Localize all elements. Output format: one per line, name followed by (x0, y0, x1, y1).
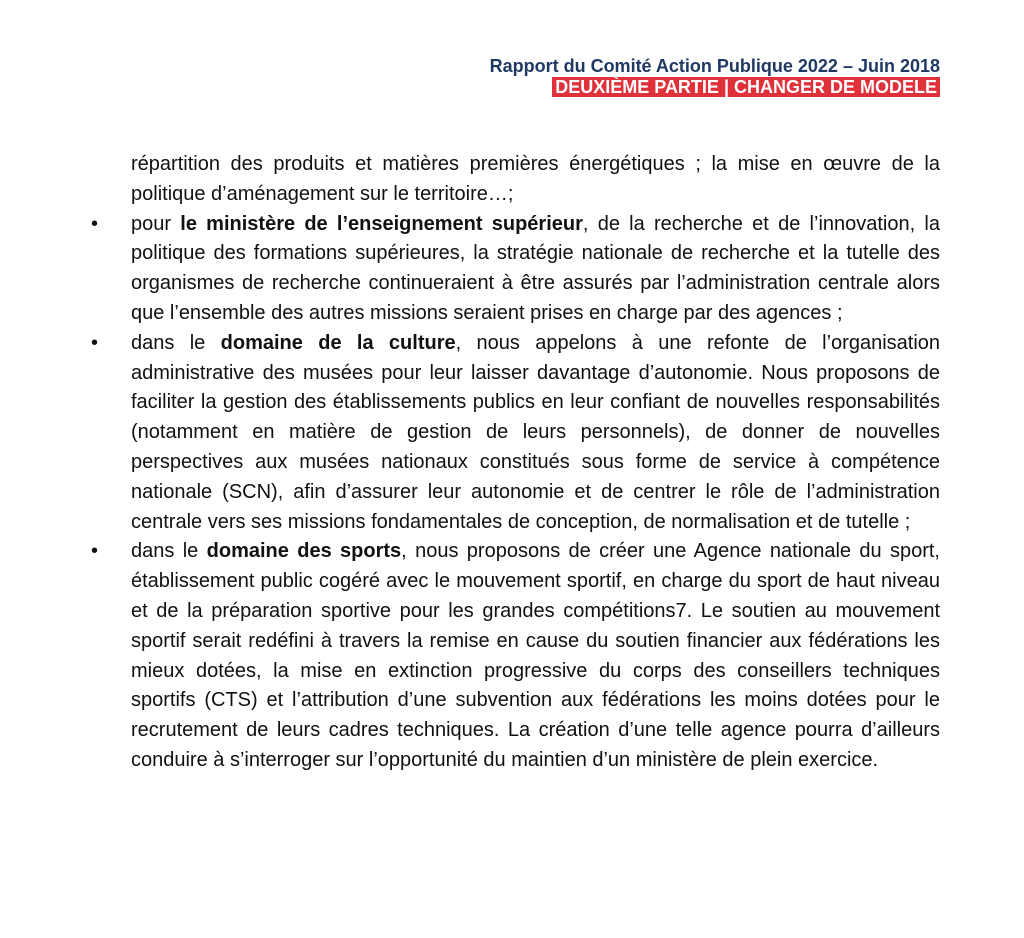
document-body (91, 150, 941, 776)
item-text-bold: domaine de la culture (220, 331, 456, 354)
item-text-after: , nous appelons à une refonte de l’organisation administrative des musées pour leur laisser davantage d’autonomie. Nous proposons de faciliter la gestion des établissements publics en leur confiant de nouvelles responsabilités (notamment en matière de gestion de leurs personnels), de donner de nouvelles perspectives aux musées nationaux constitués sous forme de service à compétence nationale (SCN), afin d’assurer leur autonomie et de centrer le rôle de l’administration centrale vers ses missions fondamentales de conception, de normalisation et de tutelle ; (131, 331, 941, 533)
item-text-bold: domaine des sports (206, 540, 402, 563)
bullet-icon: • (91, 212, 99, 235)
bullet-icon: • (91, 331, 99, 354)
continuation-paragraph: répartition des produits et matières premières énergétiques ; la mise en œuvre de la politique d’aménagement sur le territoire…; (131, 153, 940, 205)
bullet-item-culture (91, 329, 941, 538)
item-text-before: dans le (131, 331, 221, 354)
item-text-bold: le ministère de l’enseignement supérieur (180, 212, 583, 235)
page-header (490, 55, 940, 98)
bullet-icon: • (91, 540, 99, 563)
item-text-before: dans le (131, 540, 207, 563)
bullet-item-enseignement (91, 210, 940, 329)
item-text-after: , nous proposons de créer une Agence nationale du sport, établissement public cogéré avec le mouvement sportif, en charge du sport de haut niveau et de la préparation sportive pour les grandes compétitions7. Le soutien au mouvement sportif serait redéfini à travers la remise en cause du soutien financier aux fédérations les mieux dotées, la mise en extinction progressive du corps des conseillers techniques sportifs (CTS) et l’attribution d’une subvention aux fédérations les moins dotées pour le recrutement de leurs cadres techniques. La création d’une telle agence pourra d’ailleurs conduire à s’interroger sur l’opportunité du maintien d’un ministère de plein exercice. (131, 540, 940, 771)
report-title: Rapport du Comité Action Publique 2022 – Juin 2018 (489, 56, 940, 76)
item-text-before: pour (131, 212, 181, 235)
item-text-after: , de la recherche et de l’innovation, la politique des formations supérieures, la stratégie nationale de recherche et la tutelle des organismes de recherche continueraient à être assurés par l’administration centrale alors que l’ensemble des autres missions seraient prises en charge par des agences ; (131, 212, 940, 324)
section-label: DEUXIÈME PARTIE | CHANGER DE MODELE (552, 77, 940, 97)
bullet-item-sports (91, 537, 940, 775)
